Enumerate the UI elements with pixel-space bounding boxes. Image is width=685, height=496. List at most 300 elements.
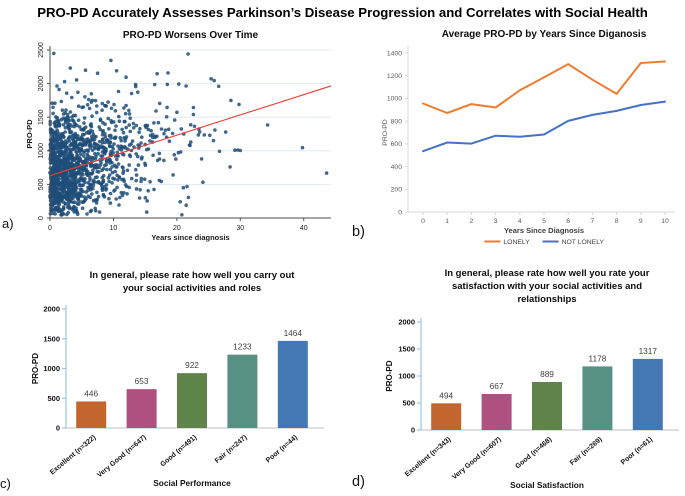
data-point <box>125 135 129 139</box>
data-point <box>55 155 59 159</box>
data-point <box>148 139 152 143</box>
data-point <box>212 79 216 83</box>
data-point <box>90 100 94 104</box>
data-point <box>81 206 85 210</box>
data-point <box>217 85 221 89</box>
data-point <box>184 203 188 207</box>
data-point <box>72 114 76 118</box>
data-point <box>52 139 56 143</box>
bar-value-label: 653 <box>134 376 149 387</box>
data-point <box>102 146 106 150</box>
data-point <box>117 90 121 94</box>
y-tick-label: 1000 <box>38 143 45 159</box>
data-point <box>135 173 139 177</box>
series-line-lonely <box>423 62 665 114</box>
data-point <box>95 104 99 108</box>
data-point <box>78 142 82 146</box>
data-point <box>111 151 115 155</box>
data-point <box>145 199 149 203</box>
data-point <box>66 211 70 215</box>
data-point <box>124 75 128 79</box>
data-point <box>63 80 67 84</box>
data-point <box>101 150 105 154</box>
bar-value-label: 446 <box>84 388 99 399</box>
data-point <box>105 168 109 172</box>
data-point <box>79 149 83 153</box>
x-tick-label: 1 <box>445 218 450 225</box>
data-point <box>90 172 94 176</box>
data-point <box>134 168 138 172</box>
data-point <box>143 177 147 181</box>
data-point <box>166 83 170 87</box>
data-point <box>80 200 84 204</box>
data-point <box>63 166 67 170</box>
y-axis-title: PRO-PD <box>382 119 389 146</box>
data-point <box>67 165 71 169</box>
data-point <box>167 128 171 132</box>
x-axis-title: Years since diagnosis <box>151 233 230 242</box>
data-point <box>94 209 98 213</box>
data-point <box>93 145 97 149</box>
data-point <box>121 146 125 150</box>
data-point <box>136 143 140 147</box>
data-point <box>83 95 87 99</box>
data-point <box>108 161 112 165</box>
data-point <box>149 129 153 133</box>
data-point <box>114 124 118 128</box>
data-point <box>104 163 108 167</box>
data-point <box>109 192 113 196</box>
data-point <box>201 180 205 184</box>
y-tick-label: 1000 <box>43 364 60 374</box>
legend <box>484 239 604 246</box>
x-axis-title: Social Satisfaction <box>510 480 584 490</box>
data-point <box>95 191 99 195</box>
bars <box>404 346 663 481</box>
data-point <box>86 140 90 144</box>
y-tick-label: 0 <box>55 423 60 433</box>
data-point <box>52 52 56 56</box>
x-tick-label: 20 <box>172 225 181 232</box>
data-point <box>131 139 135 143</box>
data-point <box>59 174 63 178</box>
data-point <box>108 173 112 177</box>
data-point <box>134 152 138 156</box>
bar <box>532 382 562 430</box>
category-label: Very Good (n=647) <box>96 434 148 480</box>
data-point <box>60 118 64 122</box>
data-point <box>94 155 98 159</box>
data-point <box>182 186 186 190</box>
data-point <box>127 186 131 190</box>
y-axis-title: PRO-PD <box>25 119 34 149</box>
x-tick-label: 6 <box>566 218 571 225</box>
category-label: Fair (n=247) <box>213 434 249 465</box>
data-point <box>113 170 117 174</box>
data-point <box>64 185 68 189</box>
data-point <box>67 119 71 123</box>
data-point <box>125 192 129 196</box>
data-point <box>97 146 101 150</box>
data-point <box>124 183 128 187</box>
data-point <box>57 88 61 92</box>
data-point <box>64 139 68 143</box>
data-point <box>59 209 63 213</box>
data-point <box>224 130 228 134</box>
data-point <box>145 148 149 152</box>
data-point <box>109 136 113 140</box>
data-point <box>122 131 126 135</box>
data-point <box>127 123 131 127</box>
data-point <box>132 122 136 126</box>
data-point <box>68 156 72 160</box>
bar-value-label: 1178 <box>588 353 607 364</box>
data-point <box>118 196 122 200</box>
data-point <box>110 181 114 185</box>
data-point <box>166 71 170 75</box>
panel-c <box>0 262 342 496</box>
data-point <box>52 121 56 125</box>
category-label: Good (n=468) <box>514 436 554 471</box>
y-axis-title: PRO-PD <box>31 352 40 385</box>
data-point <box>64 119 68 123</box>
data-point <box>50 128 54 132</box>
data-point <box>112 189 116 193</box>
data-point <box>97 195 101 199</box>
chart-title-line: In general, please rate how well you rate your <box>444 268 650 279</box>
data-point <box>76 91 80 95</box>
data-point <box>110 107 114 111</box>
data-point <box>72 201 76 205</box>
x-tick-label: 3 <box>493 218 498 225</box>
data-point <box>101 187 105 191</box>
data-point <box>102 179 106 183</box>
data-point <box>103 122 107 126</box>
scatter-points <box>48 52 328 217</box>
y-tick-label: 800 <box>390 118 402 126</box>
chart-title-line: satisfaction with your social activities and <box>451 281 643 292</box>
data-point <box>144 163 148 167</box>
data-point <box>101 102 105 106</box>
data-point <box>51 204 55 208</box>
data-point <box>62 112 66 116</box>
data-point <box>66 159 70 163</box>
data-point <box>93 180 97 184</box>
bar <box>177 373 207 428</box>
data-point <box>65 171 69 175</box>
data-point <box>76 202 80 206</box>
data-point <box>146 124 150 128</box>
chart-title: Average PRO-PD by Years Since Diganosis <box>441 29 647 40</box>
data-point <box>70 124 74 128</box>
data-point <box>63 175 67 179</box>
data-point <box>73 210 77 214</box>
data-point <box>200 157 204 161</box>
panel-letter-a: a) <box>2 216 14 231</box>
data-point <box>158 152 162 156</box>
data-point <box>115 158 119 162</box>
data-point <box>82 141 86 145</box>
data-point <box>188 144 192 148</box>
data-point <box>52 177 56 181</box>
data-point <box>67 204 71 208</box>
data-point <box>162 159 166 163</box>
data-point <box>56 119 60 123</box>
data-point <box>209 77 213 81</box>
data-point <box>74 174 78 178</box>
data-point <box>77 118 81 122</box>
data-point <box>111 147 115 151</box>
y-tick-label: 1000 <box>386 95 402 103</box>
data-point <box>129 130 133 134</box>
data-point <box>87 98 91 102</box>
data-point <box>144 196 148 200</box>
x-tick-label: 10 <box>109 225 118 232</box>
data-point <box>84 68 88 72</box>
data-point <box>77 167 81 171</box>
x-tick-label: 8 <box>614 218 619 225</box>
data-point <box>192 113 196 117</box>
data-point <box>134 179 138 183</box>
data-point <box>74 206 78 210</box>
data-point <box>121 166 125 170</box>
data-point <box>93 142 97 146</box>
data-point <box>158 157 162 161</box>
data-point <box>52 183 56 187</box>
data-point <box>174 157 178 161</box>
y-tick-label: 1500 <box>398 344 415 354</box>
data-point <box>65 91 69 95</box>
data-point <box>57 123 61 127</box>
chart-title-line: your social activities and roles <box>122 283 262 294</box>
data-point <box>100 168 104 172</box>
data-point <box>104 149 108 153</box>
data-point <box>60 100 64 104</box>
data-point <box>117 162 121 166</box>
data-point <box>105 160 109 164</box>
panel-a <box>0 26 342 258</box>
data-point <box>98 210 102 214</box>
data-point <box>229 99 233 103</box>
category-label: Poor (n=61) <box>619 436 655 467</box>
data-point <box>185 185 189 189</box>
chart-title-line: relationships <box>517 294 577 305</box>
data-point <box>69 183 73 187</box>
data-point <box>90 114 94 118</box>
data-point <box>192 106 196 110</box>
data-point <box>118 119 122 123</box>
data-point <box>51 112 55 116</box>
data-point <box>127 109 131 113</box>
data-point <box>81 128 85 132</box>
data-point <box>138 196 142 200</box>
category-label: Fair (n=269) <box>568 436 604 467</box>
data-point <box>82 121 86 125</box>
x-tick-label: 9 <box>638 218 643 225</box>
data-point <box>78 125 82 129</box>
data-point <box>55 84 59 88</box>
bar-value-label: 494 <box>439 390 454 401</box>
data-point <box>135 187 139 191</box>
data-point <box>105 187 109 191</box>
chart-title-line: In general, please rate how well you carry out <box>89 270 295 281</box>
data-point <box>124 112 128 116</box>
data-point <box>91 187 95 191</box>
data-point <box>79 152 83 156</box>
data-point <box>114 197 118 201</box>
bar-chart-social-satisfaction <box>342 262 685 496</box>
data-point <box>52 144 56 148</box>
data-point <box>106 100 110 104</box>
data-point <box>88 183 92 187</box>
figure-title: PRO-PD Accurately Assesses Parkinson’s Disease Progression and Correlates with Social Health <box>37 5 648 20</box>
data-point <box>180 213 184 217</box>
data-point <box>153 135 157 139</box>
bar <box>633 359 663 430</box>
x-tick-label: 10 <box>661 218 669 225</box>
bar <box>278 341 308 428</box>
y-tick-label: 0 <box>410 425 415 435</box>
data-point <box>107 127 111 131</box>
data-point <box>64 108 68 112</box>
x-tick-label: 7 <box>590 218 595 225</box>
bar <box>431 403 461 430</box>
data-point <box>94 135 98 139</box>
data-point <box>140 155 144 159</box>
data-point <box>73 182 77 186</box>
panel-letter-b: b) <box>352 224 365 240</box>
data-point <box>86 103 90 107</box>
data-point <box>197 133 201 137</box>
data-point <box>301 146 305 150</box>
data-point <box>95 198 99 202</box>
data-point <box>103 195 107 199</box>
data-point <box>63 158 67 162</box>
data-point <box>117 203 121 207</box>
data-point <box>113 129 117 133</box>
x-tick-label: 5 <box>542 218 546 225</box>
y-tick-label: 1500 <box>43 334 60 344</box>
data-point <box>175 111 179 115</box>
data-point <box>73 171 77 175</box>
data-point <box>128 116 132 120</box>
data-point <box>101 141 105 145</box>
data-point <box>89 123 93 127</box>
data-point <box>77 178 81 182</box>
data-point <box>50 147 54 151</box>
data-point <box>146 189 150 193</box>
y-tick-label: 500 <box>402 398 415 408</box>
data-point <box>102 174 106 178</box>
data-point <box>56 205 60 209</box>
data-point <box>88 157 92 161</box>
data-point <box>82 179 86 183</box>
data-point <box>72 188 76 192</box>
data-point <box>122 106 126 110</box>
data-point <box>212 139 216 143</box>
data-point <box>114 109 118 113</box>
data-point <box>76 197 80 201</box>
data-point <box>90 92 94 96</box>
data-point <box>99 154 103 158</box>
data-point <box>97 125 101 129</box>
data-point <box>91 148 95 152</box>
bar-value-label: 1464 <box>283 327 303 338</box>
data-point <box>130 177 134 181</box>
data-point <box>137 131 141 135</box>
y-tick-label: 500 <box>38 178 45 191</box>
data-point <box>173 118 177 122</box>
y-tick-label: 1000 <box>398 371 415 381</box>
data-point <box>79 187 83 191</box>
panel-d <box>342 262 685 496</box>
data-point <box>57 160 61 164</box>
data-point <box>77 104 81 108</box>
y-axis-title: PRO-PD <box>385 360 394 392</box>
data-point <box>187 196 191 200</box>
bar <box>127 389 157 428</box>
data-point <box>95 170 99 174</box>
data-point <box>124 126 128 130</box>
data-point <box>165 106 169 110</box>
data-point <box>64 143 68 147</box>
data-point <box>114 165 118 169</box>
y-tick-label: 0 <box>38 216 45 220</box>
data-point <box>55 147 59 151</box>
bar-value-label: 922 <box>185 360 199 371</box>
data-point <box>218 150 222 154</box>
data-point <box>208 134 212 138</box>
y-tick-label: 200 <box>390 186 402 194</box>
data-point <box>101 138 105 142</box>
data-point <box>69 131 73 135</box>
data-point <box>62 207 66 211</box>
data-point <box>90 209 94 213</box>
data-point <box>54 191 58 195</box>
data-point <box>68 193 72 197</box>
bar-value-label: 1317 <box>638 345 658 356</box>
y-tick-label: 400 <box>390 163 402 171</box>
data-point <box>148 180 152 184</box>
data-point <box>157 121 161 125</box>
data-point <box>117 115 121 119</box>
data-point <box>90 192 94 196</box>
data-point <box>95 166 99 170</box>
data-point <box>83 116 87 120</box>
data-point <box>70 142 74 146</box>
data-point <box>213 128 217 132</box>
data-point <box>109 168 113 172</box>
data-point <box>179 150 183 154</box>
x-tick-label: 4 <box>517 218 522 225</box>
data-point <box>96 71 100 75</box>
y-tick-label: 500 <box>47 393 60 403</box>
data-point <box>106 138 110 142</box>
data-point <box>136 90 140 94</box>
data-point <box>77 191 81 195</box>
data-point <box>177 82 181 86</box>
data-point <box>85 212 89 216</box>
line-chart-lonely-vs-notlonely <box>342 26 685 262</box>
data-point <box>203 133 207 137</box>
data-point <box>59 213 63 217</box>
data-point <box>109 59 113 63</box>
data-point <box>119 139 123 143</box>
data-point <box>86 130 90 134</box>
data-point <box>81 168 85 172</box>
data-point <box>109 119 113 123</box>
data-point <box>69 66 73 70</box>
